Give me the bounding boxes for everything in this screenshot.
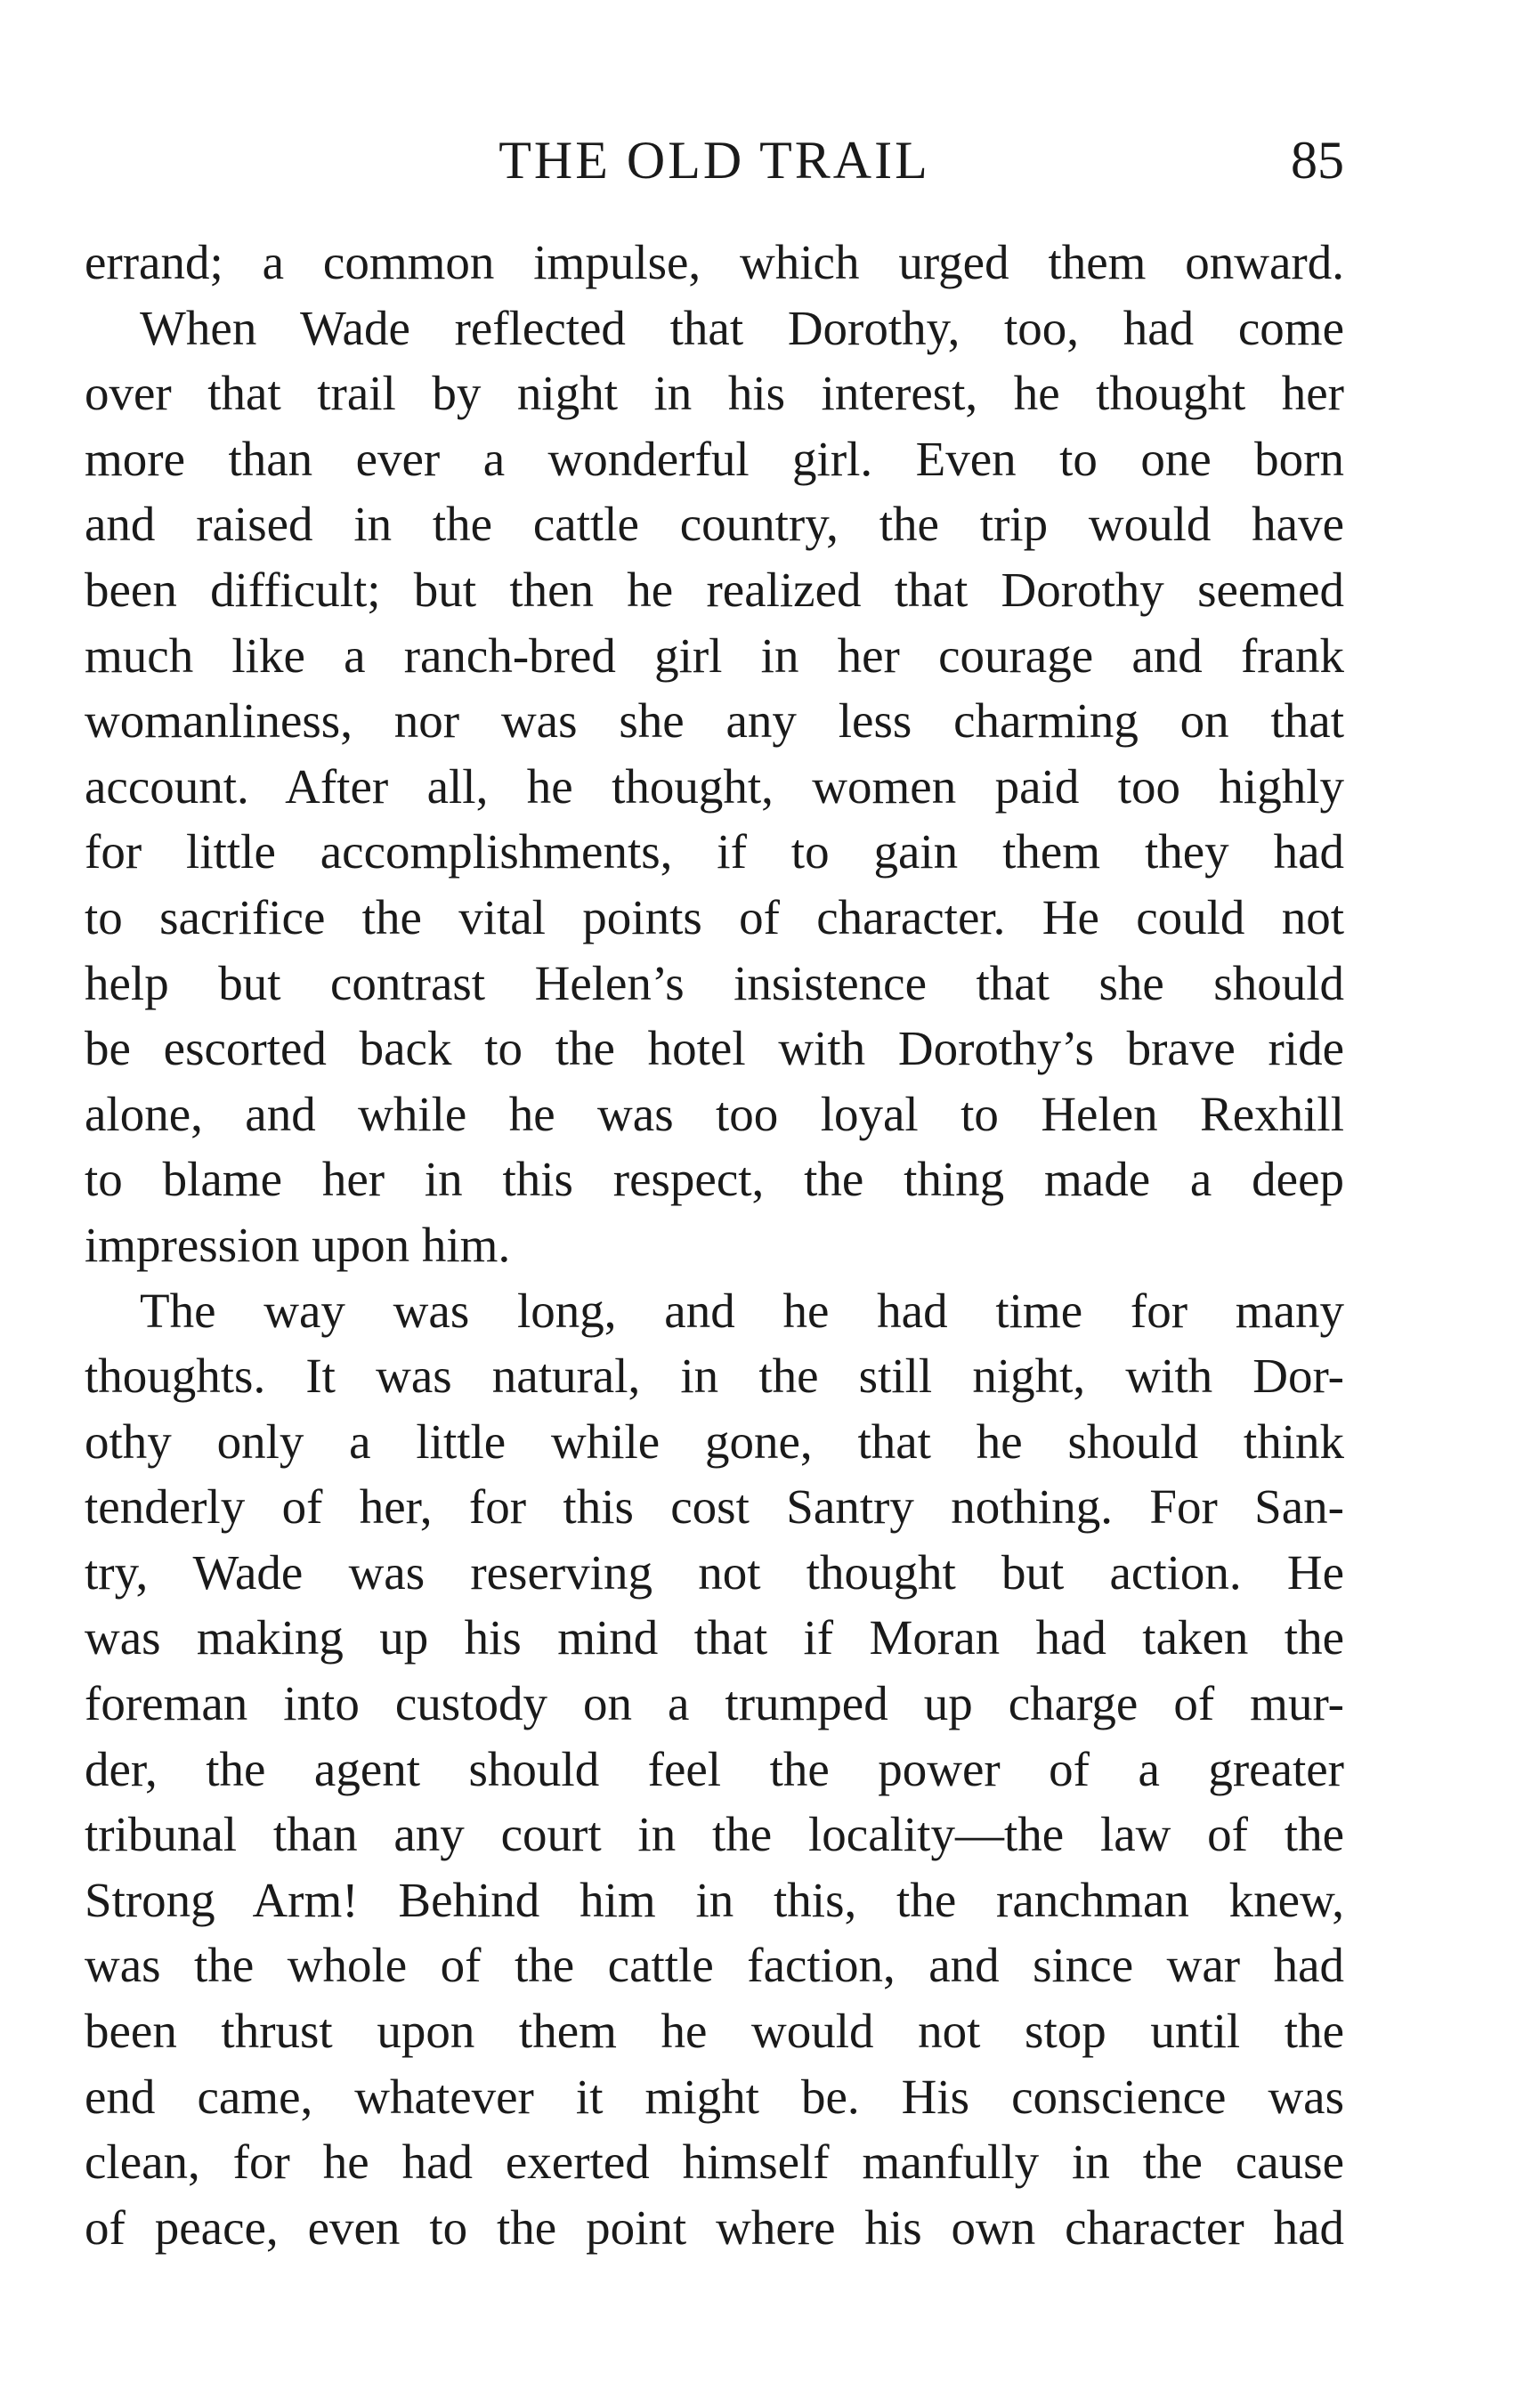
- text-line: The way was long, and he had time for many: [140, 1283, 1344, 1338]
- text-line: tribunal than any court in the locality—the law of the: [85, 1807, 1344, 1862]
- text-line: and raised in the cattle country, the trip would have: [85, 497, 1344, 552]
- text-line: womanliness, nor was she any less charming on that: [85, 693, 1344, 749]
- text-line: When Wade reflected that Dorothy, too, had come: [140, 300, 1344, 355]
- text-line: been difficult; but then he realized that Dorothy seemed: [85, 562, 1344, 617]
- text-line: more than ever a wonderful girl. Even to one born: [85, 431, 1344, 486]
- text-line: othy only a little while gone, that he should think: [85, 1414, 1344, 1469]
- text-line: been thrust upon them he would not stop until the: [85, 2004, 1344, 2059]
- text-line: der, the agent should feel the power of a greater: [85, 1741, 1344, 1796]
- page-header: [85, 125, 1344, 196]
- text-line: be escorted back to the hotel with Dorothy’s brave ride: [85, 1021, 1344, 1076]
- text-line: for little accomplishments, if to gain them they had: [85, 824, 1344, 879]
- text-line: of peace, even to the point where his own character had: [85, 2200, 1344, 2255]
- text-line: was making up his mind that if Moran had taken the: [85, 1610, 1344, 1665]
- text-line: clean, for he had exerted himself manfully in the cause: [85, 2135, 1344, 2190]
- text-line: try, Wade was reserving not thought but action. He: [85, 1544, 1344, 1600]
- text-line: over that trail by night in his interest, he thought her: [85, 366, 1344, 421]
- text-line: to sacrifice the vital points of character. He could not: [85, 889, 1344, 944]
- text-line: Strong Arm! Behind him in this, the ranchman knew,: [85, 1872, 1344, 1927]
- text-line: help but contrast Helen’s insistence that she should: [85, 955, 1344, 1010]
- text-line: was the whole of the cattle faction, and since war had: [85, 1938, 1344, 1993]
- text-line: alone, and while he was too loyal to Helen Rexhill: [85, 1086, 1344, 1141]
- text-line: thoughts. It was natural, in the still night, with Dor-: [85, 1349, 1344, 1404]
- text-line: errand; a common impulse, which urged them onward.: [85, 235, 1344, 289]
- page-number: 85: [1291, 131, 1344, 190]
- text-line: account. After all, he thought, women paid too highly: [85, 758, 1344, 814]
- text-line: to blame her in this respect, the thing made a deep: [85, 1152, 1344, 1207]
- text-line: impression upon him.: [85, 1217, 511, 1272]
- text-line: tenderly of her, for this cost Santry nothing. For San-: [85, 1479, 1344, 1535]
- running-title: THE OLD TRAIL: [498, 131, 930, 190]
- text-line: end came, whatever it might be. His conscience was: [85, 2069, 1344, 2124]
- text-line: much like a ranch-bred girl in her courage and frank: [85, 628, 1344, 683]
- text-line: foreman into custody on a trumped up charge of mur-: [85, 1676, 1344, 1731]
- body-text: [85, 230, 1344, 2260]
